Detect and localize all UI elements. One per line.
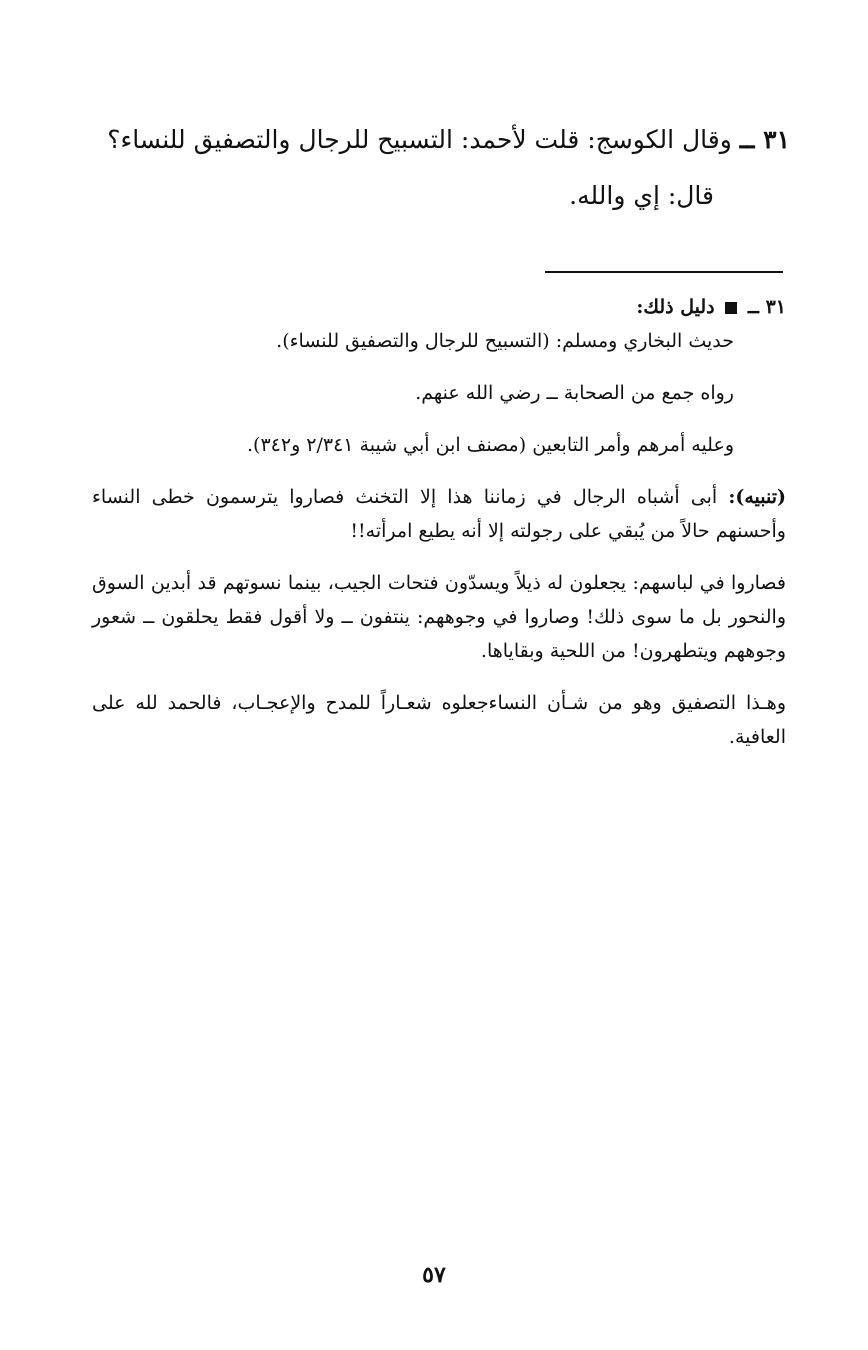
entry-number: ٣١ ــ [739, 125, 790, 154]
note-narration: رواه جمع من الصحابة ــ رضي الله عنهم. [415, 382, 734, 404]
warning-text: أبى أشباه الرجال في زماننا هذا إلا التخنث فصاروا يترسمون خطى النساء وأحسنهم حالاً من يُبقي على رجولته إلا أنه يطيع امرأته!! [92, 486, 786, 542]
footnotes [92, 290, 786, 754]
warning-label: (تنبيه): [728, 486, 786, 508]
footnote-separator [545, 271, 783, 273]
note-hadith: حديث البخاري ومسلم: (التسبيح للرجال والتصفيق للنساء). [276, 330, 734, 352]
note-clothing: فصاروا في لباسهم: يجعلون له ذيلاً ويسدّون فتحات الجيب، بينما نسوتهم قد أبدين السوق والنحور بل ما سوى ذلك! وصاروا في وجوههم: ينتفون ــ ولا أقول فقط يحلقون ــ شعور وجوههم ويتطهرون! من اللحية وبقاياها. [92, 572, 786, 662]
note-warning [92, 480, 786, 548]
entry-line-1 [90, 112, 790, 168]
note-heading [92, 290, 786, 324]
note-heading-text: دليل ذلك: [636, 296, 715, 318]
page-number: ٥٧ [422, 1262, 446, 1288]
entry-answer: قال: إي والله. [569, 181, 714, 210]
square-bullet-icon [725, 302, 737, 314]
main-entry [90, 112, 790, 224]
note-followers: وعليه أمرهم وأمر التابعين (مصنف ابن أبي شيبة ٢/٣٤١ و٣٤٢). [246, 434, 734, 456]
entry-question: وقال الكوسج: قلت لأحمد: التسبيح للرجال والتصفيق للنساء؟ [107, 125, 732, 154]
note-number: ٣١ ــ [747, 296, 786, 318]
note-clapping: وهـذا التصفيق وهو من شـأن النساءجعلوه شعـاراً للمدح والإعجـاب، فالحمد لله على العافية. [92, 692, 786, 748]
